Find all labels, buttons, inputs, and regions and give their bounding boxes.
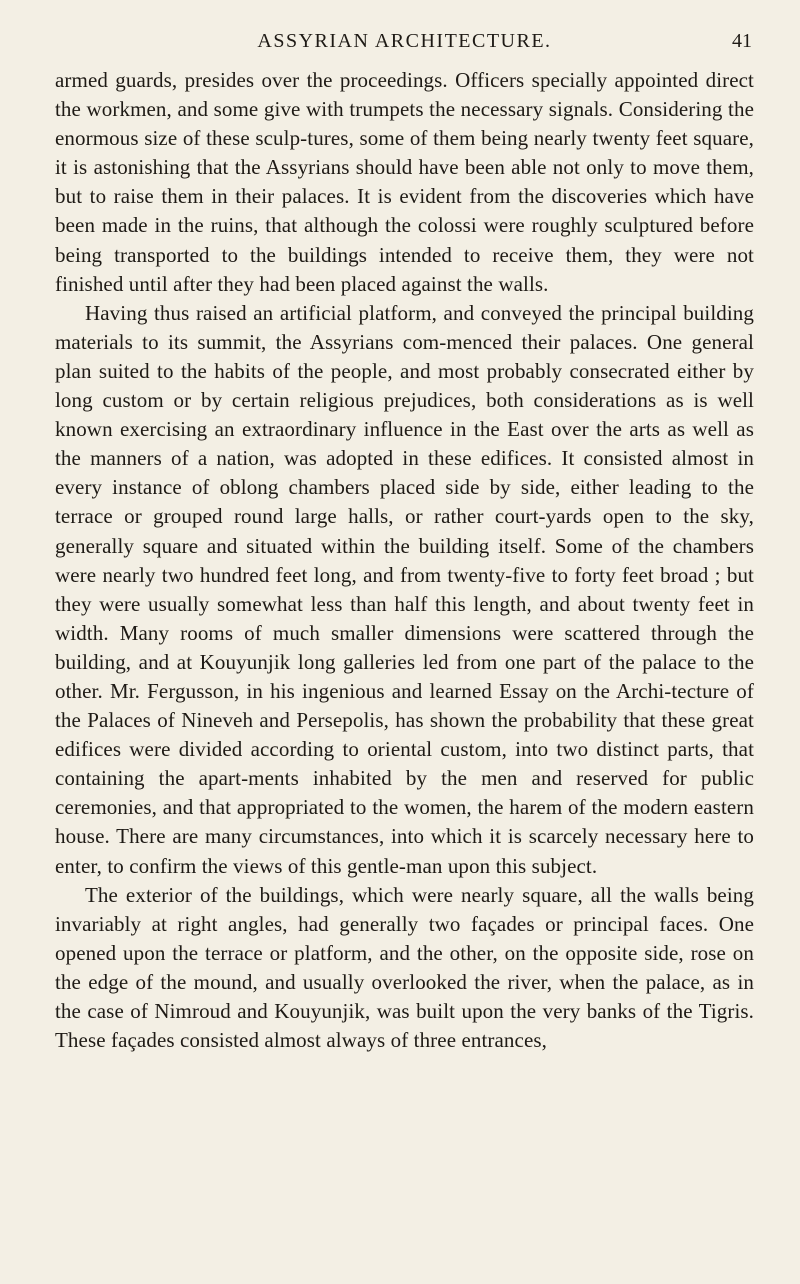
running-title: ASSYRIAN ARCHITECTURE.	[257, 30, 552, 52]
body-text	[55, 66, 754, 1055]
paragraph-exterior-facades: The exterior of the buildings, which were nearly square, all the walls being invariably at right angles, had generally two façades or principal faces. One opened upon the terrace or platform, and the other, on the opposite side, rose on the edge of the mound, and usually overlooked the river, when the palace, as in the case of Nimroud and Kouyunjik, was built upon the very banks of the Tigris. These façades consisted almost always of three entrances,	[55, 882, 754, 1053]
running-head	[55, 26, 754, 56]
page-number: 41	[732, 30, 752, 52]
paragraph-palace-plan: Having thus raised an artificial platform, and conveyed the principal building materials to its summit, the Assyrians com-menced their palaces. One general plan suited to the habits of the people, and most probably consecrated either by long custom or by certain religious prejudices, both considerations as is well known exercising an extraordinary influence in the East over the arts as well as the manners of a nation, was adopted in these edifices. It consisted almost in every instance of oblong chambers placed side by side, either leading to the terrace or grouped round large halls, or rather court-yards open to the sky, generally square and situated within the building itself. Some of the chambers were nearly two hundred feet long, and from twenty-five to forty feet broad ; but they were usually somewhat less than half this length, and about twenty feet in width. Many rooms of much smaller dimensions were scattered through the building, and at Kouyunjik long galleries led from one part of the palace to the other. Mr. Fergusson, in his ingenious and learned Essay on the Archi-tecture of the Palaces of Nineveh and Persepolis, has shown the probability that these great edifices were divided according to oriental custom, into two distinct parts, that containing the apart-ments inhabited by the men and reserved for public ceremonies, and that appropriated to the women, the harem of the modern eastern house. There are many circumstances, into which it is scarcely necessary here to enter, to confirm the views of this gentle-man upon this subject.	[55, 300, 754, 878]
paragraph-continued: armed guards, presides over the proceedings. Officers specially appointed direct the workmen, and some give with trumpets the necessary signals. Considering the enormous size of these sculp-tures, some of them being nearly twenty feet square, it is astonishing that the Assyrians should have been able not only to move them, but to raise them in their palaces. It is evident from the discoveries which have been made in the ruins, that although the colossi were roughly sculptured before being transported to the buildings intended to receive them, they were not finished until after they had been placed against the walls.	[55, 68, 754, 296]
